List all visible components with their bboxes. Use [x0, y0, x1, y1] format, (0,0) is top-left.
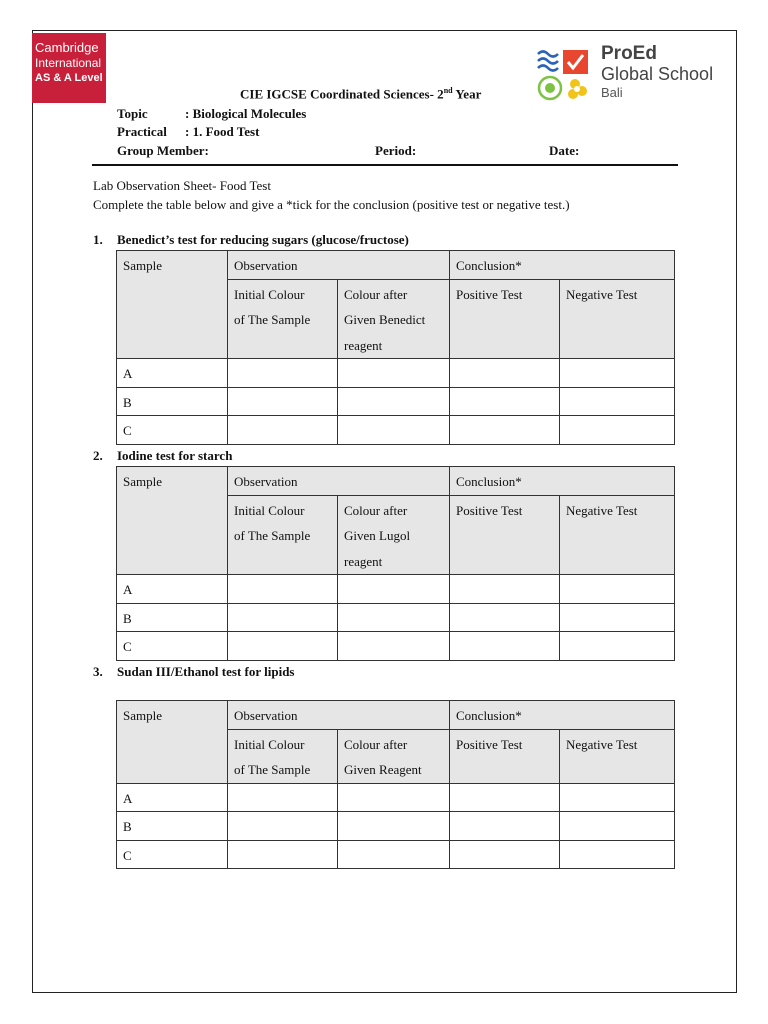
positive-test-cell[interactable]	[450, 416, 560, 445]
section-heading-sudan	[93, 664, 295, 680]
sample-label: A	[117, 359, 228, 388]
header-negative-test: Negative Test	[560, 495, 675, 575]
colour-after-cell[interactable]	[338, 416, 450, 445]
header-line: of The Sample	[234, 312, 311, 327]
header-line: Initial Colour	[234, 286, 305, 302]
colour-after-cell[interactable]	[338, 632, 450, 661]
sample-label: C	[117, 416, 228, 445]
initial-colour-cell[interactable]	[228, 812, 338, 841]
header-sample: Sample	[117, 467, 228, 575]
positive-test-cell[interactable]	[450, 632, 560, 661]
header-line: reagent	[344, 337, 383, 353]
initial-colour-cell[interactable]	[228, 575, 338, 604]
proed-name: ProEd	[601, 43, 657, 64]
colour-after-cell[interactable]	[338, 359, 450, 388]
iodine-table	[116, 466, 675, 661]
practical-value: : 1. Food Test	[185, 124, 260, 139]
section-heading-iodine	[93, 448, 232, 464]
initial-colour-cell[interactable]	[228, 840, 338, 869]
proed-school: Global School	[601, 64, 714, 84]
negative-test-cell[interactable]	[560, 387, 675, 416]
header-initial-colour	[228, 729, 338, 783]
table-row	[117, 812, 675, 841]
negative-test-cell[interactable]	[560, 416, 675, 445]
group-member-label: Group Member:	[117, 143, 209, 158]
period-label: Period:	[375, 143, 417, 158]
initial-colour-cell[interactable]	[228, 632, 338, 661]
header-line: Colour after	[344, 286, 408, 302]
header-divider	[92, 164, 678, 166]
section-number: 2.	[93, 448, 103, 463]
table-row	[117, 575, 675, 604]
colour-after-cell[interactable]	[338, 812, 450, 841]
table-row	[117, 387, 675, 416]
colour-after-cell[interactable]	[338, 840, 450, 869]
colour-after-cell[interactable]	[338, 603, 450, 632]
sample-label: B	[117, 812, 228, 841]
header-line: Initial Colour	[234, 502, 305, 518]
sheet-instruction: Complete the table below and give a *tick for the conclusion (positive test or negative test.)	[93, 197, 570, 212]
table-row	[117, 632, 675, 661]
header-observation: Observation	[228, 251, 450, 280]
document-title	[240, 86, 481, 102]
header-sample: Sample	[117, 701, 228, 784]
negative-test-cell[interactable]	[560, 603, 675, 632]
date-label: Date:	[549, 143, 580, 158]
negative-test-cell[interactable]	[560, 783, 675, 812]
proed-location: Bali	[601, 85, 623, 100]
header-initial-colour	[228, 279, 338, 359]
sheet-title: Lab Observation Sheet- Food Test	[93, 178, 271, 193]
header-line: Given Lugol	[344, 528, 411, 543]
header-initial-colour	[228, 495, 338, 575]
header-negative-test: Negative Test	[560, 279, 675, 359]
positive-test-cell[interactable]	[450, 387, 560, 416]
section-title: Benedict’s test for reducing sugars (glucose/fructose)	[117, 232, 409, 247]
negative-test-cell[interactable]	[560, 840, 675, 869]
header-sample: Sample	[117, 251, 228, 359]
positive-test-cell[interactable]	[450, 783, 560, 812]
cambridge-logo-line3: AS & A Level	[35, 72, 103, 84]
colour-after-cell[interactable]	[338, 387, 450, 416]
table-row	[117, 416, 675, 445]
cambridge-logo	[32, 33, 106, 103]
negative-test-cell[interactable]	[560, 575, 675, 604]
sample-label: C	[117, 632, 228, 661]
title-suffix: Year	[452, 86, 482, 102]
header-line: of The Sample	[234, 762, 311, 777]
sample-label: C	[117, 840, 228, 869]
sample-label: B	[117, 603, 228, 632]
header-line: Colour after	[344, 502, 408, 518]
section-title: Iodine test for starch	[117, 448, 233, 463]
sample-label: A	[117, 575, 228, 604]
title-main: CIE IGCSE Coordinated Sciences- 2	[240, 86, 444, 102]
cambridge-logo-line2: International	[35, 56, 102, 70]
header-line: of The Sample	[234, 528, 311, 543]
header-line: Given Benedict	[344, 312, 426, 327]
header-observation: Observation	[228, 701, 450, 730]
practical-label: Practical	[117, 124, 167, 139]
cambridge-logo-line1: Cambridge	[35, 40, 99, 55]
table-row	[117, 603, 675, 632]
proed-logo	[535, 44, 735, 104]
header-colour-after	[338, 729, 450, 783]
section-number: 1.	[93, 232, 103, 247]
table-row	[117, 840, 675, 869]
topic-value: : Biological Molecules	[185, 106, 307, 121]
sample-label: A	[117, 783, 228, 812]
title-superscript: nd	[443, 86, 453, 95]
negative-test-cell[interactable]	[560, 632, 675, 661]
header-conclusion: Conclusion*	[450, 467, 675, 496]
sample-label: B	[117, 387, 228, 416]
topic-label: Topic	[117, 106, 148, 121]
proed-crest-icon	[535, 48, 593, 104]
header-positive-test: Positive Test	[450, 729, 560, 783]
positive-test-cell[interactable]	[450, 812, 560, 841]
initial-colour-cell[interactable]	[228, 359, 338, 388]
sudan-table	[116, 700, 675, 869]
initial-colour-cell[interactable]	[228, 603, 338, 632]
section-title: Sudan III/Ethanol test for lipids	[117, 664, 295, 679]
header-line: Given Reagent	[344, 762, 422, 777]
header-conclusion: Conclusion*	[450, 251, 675, 280]
header-positive-test: Positive Test	[450, 279, 560, 359]
section-number: 3.	[93, 664, 103, 679]
colour-after-cell[interactable]	[338, 783, 450, 812]
positive-test-cell[interactable]	[450, 603, 560, 632]
negative-test-cell[interactable]	[560, 359, 675, 388]
proed-wordmark	[601, 44, 713, 102]
header-negative-test: Negative Test	[560, 729, 675, 783]
colour-after-cell[interactable]	[338, 575, 450, 604]
header-observation: Observation	[228, 467, 450, 496]
table-row	[117, 359, 675, 388]
initial-colour-cell[interactable]	[228, 416, 338, 445]
header-line: Initial Colour	[234, 736, 305, 752]
header-positive-test: Positive Test	[450, 495, 560, 575]
positive-test-cell[interactable]	[450, 840, 560, 869]
section-heading-benedict	[93, 232, 409, 248]
header-colour-after	[338, 279, 450, 359]
positive-test-cell[interactable]	[450, 359, 560, 388]
positive-test-cell[interactable]	[450, 575, 560, 604]
header-line: reagent	[344, 553, 383, 569]
benedict-table	[116, 250, 675, 445]
negative-test-cell[interactable]	[560, 812, 675, 841]
header-line: Colour after	[344, 736, 408, 752]
header-conclusion: Conclusion*	[450, 701, 675, 730]
initial-colour-cell[interactable]	[228, 387, 338, 416]
initial-colour-cell[interactable]	[228, 783, 338, 812]
header-colour-after	[338, 495, 450, 575]
table-row	[117, 783, 675, 812]
